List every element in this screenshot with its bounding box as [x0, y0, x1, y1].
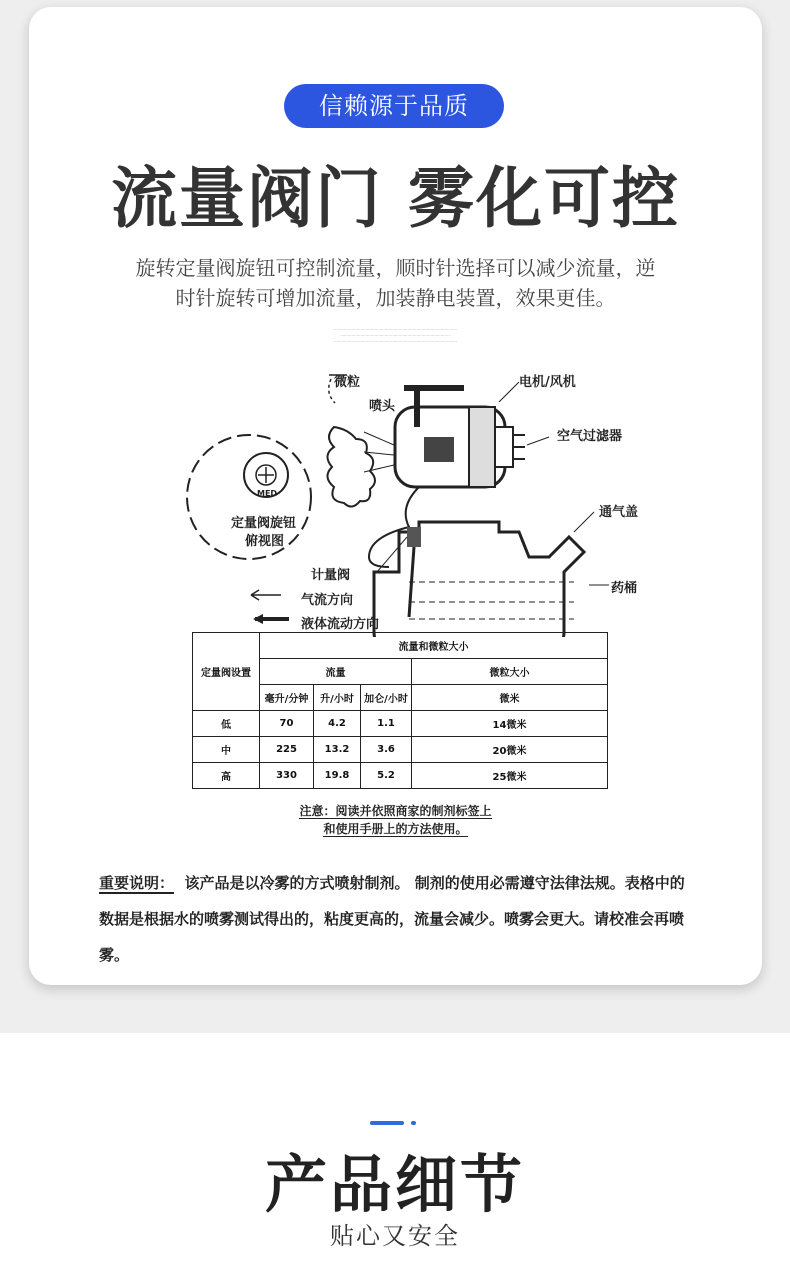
table-title: 流量和微粒大小 [260, 633, 608, 659]
meter-valve-part [407, 527, 421, 547]
flow-header: 流量 [260, 659, 412, 685]
row-ml-min: 225 [260, 737, 314, 763]
label-vent-cap: 通气盖 [599, 505, 639, 520]
row-l-h: 19.8 [314, 763, 361, 789]
label-knob-view-2: 俯视图 [245, 534, 285, 549]
important-key: 重要说明： [99, 874, 175, 892]
row-setting: 低 [193, 711, 260, 737]
airflow-arrow [251, 590, 281, 600]
unit-gal-h: 加仑/小时 [361, 685, 412, 711]
description-line-2: 时针旋转可增加流量，加装静电装置，效果更佳。 [175, 286, 616, 310]
row-size: 20微米 [412, 737, 608, 763]
description-line-1: 旋转定量阀旋钮可控制流量，顺时针选择可以减少流量，逆 [135, 256, 656, 280]
air-filter [495, 427, 513, 467]
mist-cloud [327, 427, 375, 507]
note-line-1: 注意：阅读并依照商家的制剂标签上 [299, 804, 492, 818]
row-setting: 中 [193, 737, 260, 763]
row-ml-min: 330 [260, 763, 314, 789]
particle-header: 微粒大小 [412, 659, 608, 685]
info-card [29, 7, 762, 985]
label-airflow: 气流方向 [301, 593, 354, 608]
section-title: 产品细节 [264, 1148, 525, 1221]
motor-unit [469, 407, 495, 487]
row-l-h: 13.2 [314, 737, 361, 763]
label-tank: 药桶 [611, 581, 638, 596]
label-liquid-flow: 液体流动方向 [301, 617, 380, 632]
row-setting: 高 [193, 763, 260, 789]
section-dash-dot [411, 1121, 416, 1125]
label-knob-med: MED [257, 489, 278, 498]
setting-header: 定量阀设置 [193, 633, 260, 711]
important-text: 该产品是以冷雾的方式喷射制剂。 制剂的使用必需遵守法律法规。表格中的数据是根据水的喷雾测试得出的，粘度更高的，流量会减少。喷雾会更大。请校准会再喷雾。 [99, 874, 685, 964]
spec-table [192, 632, 608, 789]
unit-micron: 微米 [412, 685, 608, 711]
row-ml-min: 70 [260, 711, 314, 737]
headline-description [89, 253, 702, 313]
row-gal-h: 3.6 [361, 737, 412, 763]
label-air-filter: 空气过滤器 [557, 429, 623, 444]
table-note [29, 802, 762, 838]
table-row [193, 737, 608, 763]
section-subtitle: 贴心又安全 [330, 1222, 460, 1250]
row-gal-h: 5.2 [361, 763, 412, 789]
label-nozzle: 喷头 [369, 399, 396, 414]
row-gal-h: 1.1 [361, 711, 412, 737]
fine-print-decoration: ································································································· ······················································································· ································································································· [333, 327, 458, 344]
sprayer-diagram [169, 357, 639, 637]
table-row [193, 711, 608, 737]
label-motor: 电机/风机 [519, 375, 576, 390]
quality-badge: 信赖源于品质 [284, 84, 504, 128]
row-l-h: 4.2 [314, 711, 361, 737]
important-notice [99, 865, 699, 973]
row-size: 25微米 [412, 763, 608, 789]
unit-ml-min: 毫升/分钟 [260, 685, 314, 711]
label-particle: 微粒 [334, 375, 361, 390]
section-dash-long [370, 1121, 404, 1125]
label-knob-view-1: 定量阀旋钮 [231, 516, 297, 531]
row-size: 14微米 [412, 711, 608, 737]
table-row [193, 763, 608, 789]
page-headline: 流量阀门 雾化可控 [111, 160, 680, 237]
label-meter-valve: 计量阀 [311, 568, 351, 583]
unit-l-h: 升/小时 [314, 685, 361, 711]
note-line-2: 和使用手册上的方法使用。 [323, 822, 468, 836]
